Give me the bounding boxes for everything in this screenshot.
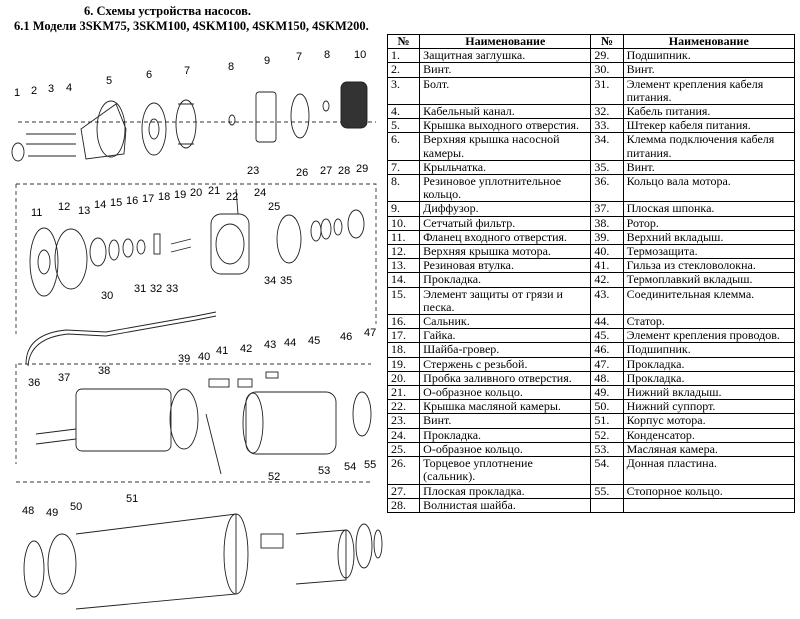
part-name: Ротор.: [623, 216, 794, 230]
part-name: Стержень с резьбой.: [420, 357, 591, 371]
part-name: Торцевое уплотнение (сальник).: [420, 457, 591, 484]
part-number: 44.: [591, 315, 623, 329]
section-heading: [14, 4, 369, 34]
callout: 30: [101, 290, 114, 302]
part-number: 1.: [388, 49, 420, 63]
callout: 28: [338, 165, 351, 177]
part-name: Винт.: [623, 63, 794, 77]
callout: 42: [240, 343, 253, 355]
part-number: 7.: [388, 160, 420, 174]
part-name: Прокладка.: [420, 428, 591, 442]
table-row: [388, 287, 795, 314]
col-header-number: №: [388, 35, 420, 49]
callout: 26: [296, 167, 309, 179]
part-name: Нижний суппорт.: [623, 400, 794, 414]
table-row: [388, 216, 795, 230]
part-number: 3.: [388, 77, 420, 104]
callout: 43: [264, 339, 277, 351]
part-name: О-образное кольцо.: [420, 442, 591, 456]
parts-table-body: [388, 49, 795, 513]
part-name: Подшипник.: [623, 343, 794, 357]
table-row: [388, 49, 795, 63]
callout: 36: [28, 377, 41, 389]
callout: 29: [356, 163, 369, 175]
part-number: 27.: [388, 484, 420, 498]
table-row: [388, 175, 795, 202]
table-row: [388, 329, 795, 343]
part-name: Винт.: [420, 414, 591, 428]
callout: 44: [284, 337, 297, 349]
part-number: 32.: [591, 105, 623, 119]
part-name: Диффузор.: [420, 202, 591, 216]
callout: 20: [190, 187, 203, 199]
part-name: Фланец входного отверстия.: [420, 230, 591, 244]
part-name: Резиновое уплотнительное кольцо.: [420, 175, 591, 202]
part-name: Крышка масляной камеры.: [420, 400, 591, 414]
callout: 5: [106, 75, 113, 87]
parts-table: [387, 34, 795, 513]
part-name: Элемент крепления кабеля питания.: [623, 77, 794, 104]
callout: 6: [146, 69, 153, 81]
callout: 35: [280, 275, 293, 287]
part-name: Сальник.: [420, 315, 591, 329]
part-name: Кабельный канал.: [420, 105, 591, 119]
callout: 25: [268, 201, 281, 213]
part-number: 12.: [388, 245, 420, 259]
col-header-name: Наименование: [623, 35, 794, 49]
part-name: Резиновая втулка.: [420, 259, 591, 273]
callout: 49: [46, 507, 59, 519]
part-name: Верхний вкладыш.: [623, 230, 794, 244]
pump-exploded-diagram: [6, 34, 384, 614]
callout: 32: [150, 283, 163, 295]
part-number: 18.: [388, 343, 420, 357]
table-row: [388, 414, 795, 428]
part-name: Прокладка.: [623, 357, 794, 371]
part-number: 48.: [591, 371, 623, 385]
part-name: Термозащита.: [623, 245, 794, 259]
part-number: 19.: [388, 357, 420, 371]
callout: 15: [110, 197, 123, 209]
table-row: [388, 400, 795, 414]
callout: 8: [324, 49, 331, 61]
callout: 18: [158, 191, 171, 203]
part-number: 54.: [591, 457, 623, 484]
callout: 39: [178, 353, 191, 365]
part-number: 45.: [591, 329, 623, 343]
table-row: [388, 133, 795, 160]
part-number: 23.: [388, 414, 420, 428]
callout: 14: [94, 199, 107, 211]
part-name: Кольцо вала мотора.: [623, 175, 794, 202]
part-number: 9.: [388, 202, 420, 216]
part-number: 4.: [388, 105, 420, 119]
callout: 1: [14, 87, 21, 99]
part-number: 40.: [591, 245, 623, 259]
part-number: 34.: [591, 133, 623, 160]
callout: 40: [198, 351, 211, 363]
part-number: 36.: [591, 175, 623, 202]
part-number: 8.: [388, 175, 420, 202]
callout: 27: [320, 165, 333, 177]
table-row: [388, 315, 795, 329]
callout: 13: [78, 205, 91, 217]
callout: 34: [264, 275, 277, 287]
callout: 47: [364, 327, 377, 339]
table-row: [388, 428, 795, 442]
part-number: 37.: [591, 202, 623, 216]
table-row: [388, 119, 795, 133]
part-number: 53.: [591, 442, 623, 456]
table-header-row: [388, 35, 795, 49]
part-number: 30.: [591, 63, 623, 77]
callout: 38: [98, 365, 111, 377]
part-number: 15.: [388, 287, 420, 314]
part-name: Статор.: [623, 315, 794, 329]
part-name: Нижний вкладыш.: [623, 386, 794, 400]
part-number: 55.: [591, 484, 623, 498]
part-number: 24.: [388, 428, 420, 442]
callout: 3: [48, 83, 55, 95]
part-number: 41.: [591, 259, 623, 273]
part-name: Гильза из стекловолокна.: [623, 259, 794, 273]
part-number: 14.: [388, 273, 420, 287]
part-name: Масляная камера.: [623, 442, 794, 456]
part-number: 16.: [388, 315, 420, 329]
part-name: Плоская прокладка.: [420, 484, 591, 498]
part-name: Волнистая шайба.: [420, 498, 591, 512]
table-row: [388, 105, 795, 119]
part-name: Верхняя крышка насосной камеры.: [420, 133, 591, 160]
part-number: 25.: [388, 442, 420, 456]
part-name: Шайба-гровер.: [420, 343, 591, 357]
part-number: 20.: [388, 371, 420, 385]
part-name: Элемент крепления проводов.: [623, 329, 794, 343]
part-number: 38.: [591, 216, 623, 230]
part-number: 43.: [591, 287, 623, 314]
callout: 17: [142, 193, 155, 205]
callout: 48: [22, 505, 35, 517]
callout-labels: [14, 49, 376, 519]
col-header-name: Наименование: [420, 35, 591, 49]
callout: 54: [344, 461, 357, 473]
part-number: 39.: [591, 230, 623, 244]
table-row: [388, 357, 795, 371]
part-name: Конденсатор.: [623, 428, 794, 442]
callout: 24: [254, 187, 267, 199]
part-name: Термоплавкий вкладыш.: [623, 273, 794, 287]
motor-housing-assembly: [24, 514, 382, 609]
part-name: [623, 498, 794, 512]
part-name: Защитная заглушка.: [420, 49, 591, 63]
callout: 16: [126, 195, 139, 207]
rotor-stator-assembly: [36, 372, 371, 474]
table-row: [388, 245, 795, 259]
table-row: [388, 442, 795, 456]
callout: 21: [208, 185, 221, 197]
callout: 11: [31, 207, 43, 219]
callout: 7: [296, 51, 303, 63]
table-row: [388, 160, 795, 174]
part-number: 29.: [591, 49, 623, 63]
section-title: 6. Схемы устройства насосов.: [84, 4, 251, 18]
part-number: 21.: [388, 386, 420, 400]
part-name: О-образное кольцо.: [420, 386, 591, 400]
part-number: 50.: [591, 400, 623, 414]
table-row: [388, 371, 795, 385]
part-name: Клемма подключения кабеля питания.: [623, 133, 794, 160]
table-row: [388, 457, 795, 484]
part-name: Винт.: [623, 160, 794, 174]
part-name: Соединительная клемма.: [623, 287, 794, 314]
part-number: 17.: [388, 329, 420, 343]
callout: 7: [184, 65, 191, 77]
part-name: Крышка выходного отверстия.: [420, 119, 591, 133]
part-number: 52.: [591, 428, 623, 442]
part-name: Крыльчатка.: [420, 160, 591, 174]
part-number: 31.: [591, 77, 623, 104]
part-number: 35.: [591, 160, 623, 174]
part-number: 46.: [591, 343, 623, 357]
callout: 31: [134, 283, 147, 295]
part-number: 11.: [388, 230, 420, 244]
callout: 53: [318, 465, 331, 477]
part-name: Пробка заливного отверстия.: [420, 371, 591, 385]
callout: 51: [126, 493, 139, 505]
callout: 9: [264, 55, 271, 67]
part-number: 6.: [388, 133, 420, 160]
part-number: 42.: [591, 273, 623, 287]
part-number: 33.: [591, 119, 623, 133]
table-row: [388, 343, 795, 357]
table-row: [388, 77, 795, 104]
table-row: [388, 484, 795, 498]
part-name: Болт.: [420, 77, 591, 104]
callout: 50: [70, 501, 83, 513]
part-number: 51.: [591, 414, 623, 428]
part-name: Штекер кабеля питания.: [623, 119, 794, 133]
part-number: 2.: [388, 63, 420, 77]
part-number: 5.: [388, 119, 420, 133]
callout: 10: [354, 49, 367, 61]
callout: 55: [364, 459, 377, 471]
callout: 23: [247, 165, 260, 177]
table-row: [388, 386, 795, 400]
table-row: [388, 259, 795, 273]
callout: 45: [308, 335, 321, 347]
table-row: [388, 230, 795, 244]
section-subtitle: 6.1 Модели 3SKM75, 3SKM100, 4SKM100, 4SKM150, 4SKM200.: [14, 19, 369, 33]
part-number: 10.: [388, 216, 420, 230]
part-name: Стопорное кольцо.: [623, 484, 794, 498]
callout: 19: [174, 189, 187, 201]
callout: 22: [226, 191, 239, 203]
callout: 2: [31, 85, 38, 97]
part-name: Кабель питания.: [623, 105, 794, 119]
table-row: [388, 498, 795, 512]
part-name: Подшипник.: [623, 49, 794, 63]
callout: 46: [340, 331, 353, 343]
part-name: Корпус мотора.: [623, 414, 794, 428]
callout: 41: [216, 345, 229, 357]
table-row: [388, 63, 795, 77]
part-name: Гайка.: [420, 329, 591, 343]
part-name: Верхняя крышка мотора.: [420, 245, 591, 259]
part-number: 47.: [591, 357, 623, 371]
callout: 37: [58, 372, 71, 384]
callout: 8: [228, 61, 235, 73]
part-name: Прокладка.: [623, 371, 794, 385]
col-header-number: №: [591, 35, 623, 49]
callout: 4: [66, 82, 73, 94]
table-row: [388, 273, 795, 287]
part-name: Плоская шпонка.: [623, 202, 794, 216]
part-number: 49.: [591, 386, 623, 400]
callout: 12: [58, 201, 71, 213]
callout: 33: [166, 283, 179, 295]
part-number: 22.: [388, 400, 420, 414]
part-name: Донная пластина.: [623, 457, 794, 484]
part-name: Сетчатый фильтр.: [420, 216, 591, 230]
part-number: [591, 498, 623, 512]
part-number: 13.: [388, 259, 420, 273]
part-number: 28.: [388, 498, 420, 512]
part-name: Прокладка.: [420, 273, 591, 287]
part-number: 26.: [388, 457, 420, 484]
part-name: Винт.: [420, 63, 591, 77]
part-name: Элемент защиты от грязи и песка.: [420, 287, 591, 314]
callout: 52: [268, 471, 281, 483]
table-row: [388, 202, 795, 216]
